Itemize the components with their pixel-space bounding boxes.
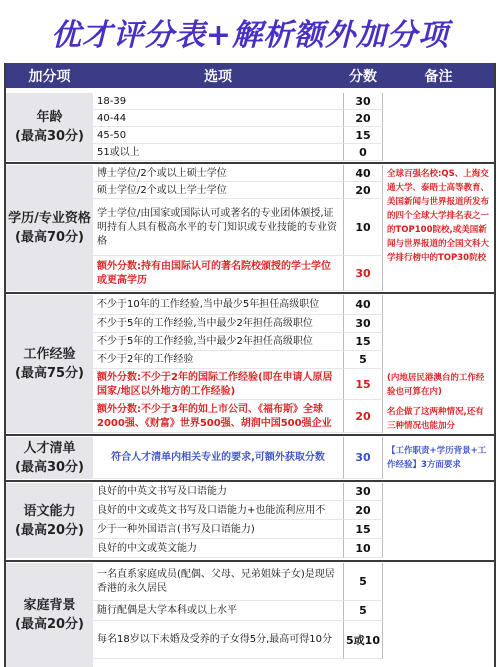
page-title: 优才评分表+解析额外加分项 xyxy=(50,18,450,53)
category-name: 工作经验 xyxy=(23,347,76,362)
header-options: 选项 xyxy=(93,63,343,88)
score-cell: 30 xyxy=(343,315,383,333)
category-name: 人才清单 xyxy=(23,441,76,456)
note-work-enterprise: 名企做了这两种情况,还有三种情况也能加分 xyxy=(387,407,484,431)
option-row-extra: 额外分数:不少于2年的国际工作经验(即在申请人原居国家/地区以外地方的工作经验) xyxy=(93,369,343,400)
note-education: 全球百强名校:QS、上海交通大学、泰晤士高等教育、美国新闻与世界报道所发布的四个全球大学排名表之一的TOP100院校,或美国新闻与世界报道的全国文科大学排行榜中的TOP30院校 xyxy=(387,169,490,263)
option-row: 随行配偶是大学本科或以上水平 xyxy=(93,601,343,621)
category-max: (最高75分) xyxy=(15,366,84,381)
score-cell: 15 xyxy=(343,127,383,144)
score-cell: 5 xyxy=(343,563,383,601)
option-row: 一名直系家庭成员(配偶、父母、兄弟姐妹子女)是现居香港的永久居民 xyxy=(93,563,343,601)
category-max: (最高20分) xyxy=(15,522,84,538)
score-cell: 5或10 xyxy=(343,621,383,659)
category-work xyxy=(6,295,93,433)
option-row: 良好的中文或英文能力 xyxy=(93,539,343,558)
option-row-talent: 符合人才清单内相关专业的要求,可额外获取分数 xyxy=(93,437,343,479)
category-talent xyxy=(6,437,93,479)
option-row: 40-44 xyxy=(93,110,343,127)
option-row: 硕士学位/2个或以上学士学位 xyxy=(93,182,343,199)
category-name: 年龄 xyxy=(36,110,63,125)
header-score: 分数 xyxy=(343,63,383,88)
option-row-extra: 额外分数:持有由国际认可的著名院校颁授的学士学位或更高学历 xyxy=(93,256,343,291)
score-cell: 5 xyxy=(343,351,383,369)
category-name: 语文能力 xyxy=(23,503,76,519)
option-row: 18-39 xyxy=(93,93,343,110)
option-row: 不少于5年的工作经验,当中最少2年担任高级职位 xyxy=(93,333,343,351)
header-category: 加分项 xyxy=(6,63,93,88)
option-row: 学士学位/由国家或国际认可或著名的专业团体颁授,证明持有人具有极高水平的专门知识或专业技能的专业资格 xyxy=(93,199,343,256)
category-age xyxy=(6,93,93,161)
score-cell: 5 xyxy=(343,601,383,621)
header-notes: 备注 xyxy=(383,63,494,88)
score-cell: 10 xyxy=(343,539,383,558)
option-row: 45-50 xyxy=(93,127,343,144)
option-row-extra: 额外分数:不少于3年的如上市公司、《福布斯》全球2000强、《财富》世界500强、胡润中国500强企业 xyxy=(93,400,343,433)
category-max: (最高20分) xyxy=(15,617,84,632)
score-cell: 15 xyxy=(343,333,383,351)
section-divider xyxy=(6,434,494,436)
category-family xyxy=(6,563,93,667)
category-language xyxy=(6,483,93,558)
score-cell: 20 xyxy=(343,501,383,520)
option-row: 51或以上 xyxy=(93,144,343,161)
option-row: 少于一种外国语言(书写及口语能力) xyxy=(93,520,343,539)
section-divider xyxy=(6,560,494,562)
score-cell: 20 xyxy=(343,182,383,199)
score-cell: 15 xyxy=(343,520,383,539)
score-cell: 20 xyxy=(343,400,383,433)
section-divider xyxy=(6,162,494,164)
category-max: (最高30分) xyxy=(15,129,84,144)
section-divider xyxy=(6,480,494,482)
score-cell: 15 xyxy=(343,369,383,400)
category-name: 学历/专业资格 xyxy=(8,211,91,226)
note-work-international: (内地居民港澳台的工作经验也可算在内) xyxy=(387,373,485,397)
score-cell: 0 xyxy=(343,144,383,161)
note-talent: 【工作职责+学历背景+工作经验】3方面要求 xyxy=(387,446,487,470)
option-row: 不少于5年的工作经验,当中最少2年担任高级职位 xyxy=(93,315,343,333)
category-max: (最高70分) xyxy=(15,230,84,245)
option-row: 良好的中英文书写及口语能力 xyxy=(93,483,343,501)
category-max: (最高30分) xyxy=(15,460,84,475)
score-cell: 40 xyxy=(343,295,383,315)
category-education xyxy=(6,165,93,291)
score-cell: 30 xyxy=(343,483,383,501)
score-cell: 20 xyxy=(343,110,383,127)
option-row: 不少于10年的工作经验,当中最少5年担任高级职位 xyxy=(93,295,343,315)
score-cell: 30 xyxy=(343,256,383,291)
score-cell: 30 xyxy=(343,437,383,479)
option-row: 每名18岁以下未婚及受养的子女得5分,最高可得10分 xyxy=(93,621,343,659)
score-cell: 30 xyxy=(343,93,383,110)
option-row: 不少于2年的工作经验 xyxy=(93,351,343,369)
section-divider xyxy=(6,292,494,294)
option-row: 博士学位/2个或以上硕士学位 xyxy=(93,165,343,182)
score-cell: 10 xyxy=(343,199,383,256)
scoring-table xyxy=(4,63,496,667)
category-name: 家庭背景 xyxy=(23,598,76,613)
score-cell: 40 xyxy=(343,165,383,182)
option-row: 良好的中文或英文书写及口语能力+也能流利应用不 xyxy=(93,501,343,520)
